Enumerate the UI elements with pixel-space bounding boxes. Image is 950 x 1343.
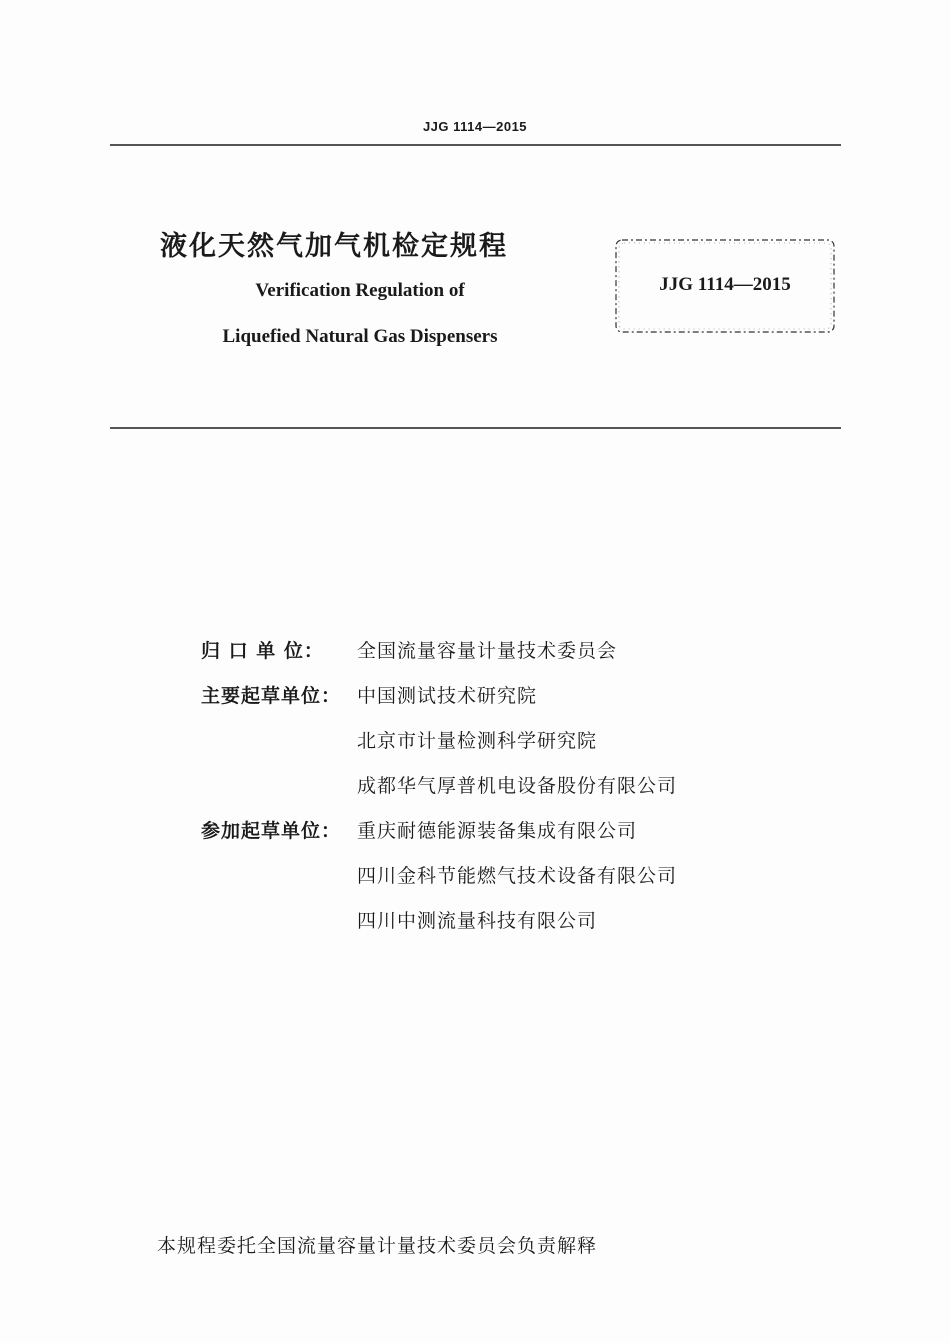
responsible-unit: 全国流量容量计量技术委员会 (357, 640, 618, 662)
title-english-line1: Verification Regulation of (255, 280, 465, 301)
main-drafting-unit: 北京市计量检测科学研究院 (357, 730, 598, 752)
top-rule (110, 144, 841, 146)
participating-drafting-unit: 四川中测流量科技有限公司 (357, 910, 598, 932)
participating-drafting-unit: 四川金科节能燃气技术设备有限公司 (357, 865, 678, 887)
responsible-unit-label: 归 口 单 位： (201, 640, 324, 662)
interpretation-note: 本规程委托全国流量容量计量技术委员会负责解释 (157, 1235, 598, 1257)
main-drafting-unit: 中国测试技术研究院 (357, 685, 538, 707)
standard-code-box (612, 236, 838, 336)
participating-drafting-label: 参加起草单位： (201, 820, 342, 842)
title-english-line2: Liquefied Natural Gas Dispensers (222, 326, 498, 347)
title-chinese: 液化天然气加气机检定规程 (160, 231, 508, 262)
participating-drafting-unit: 重庆耐德能源装备集成有限公司 (357, 820, 638, 842)
main-drafting-label: 主要起草单位： (201, 685, 342, 707)
standard-code-boxed: JJG 1114—2015 (659, 274, 791, 295)
middle-rule (110, 427, 841, 429)
header-standard-code: JJG 1114—2015 (422, 119, 528, 134)
main-drafting-unit: 成都华气厚普机电设备股份有限公司 (357, 775, 678, 797)
